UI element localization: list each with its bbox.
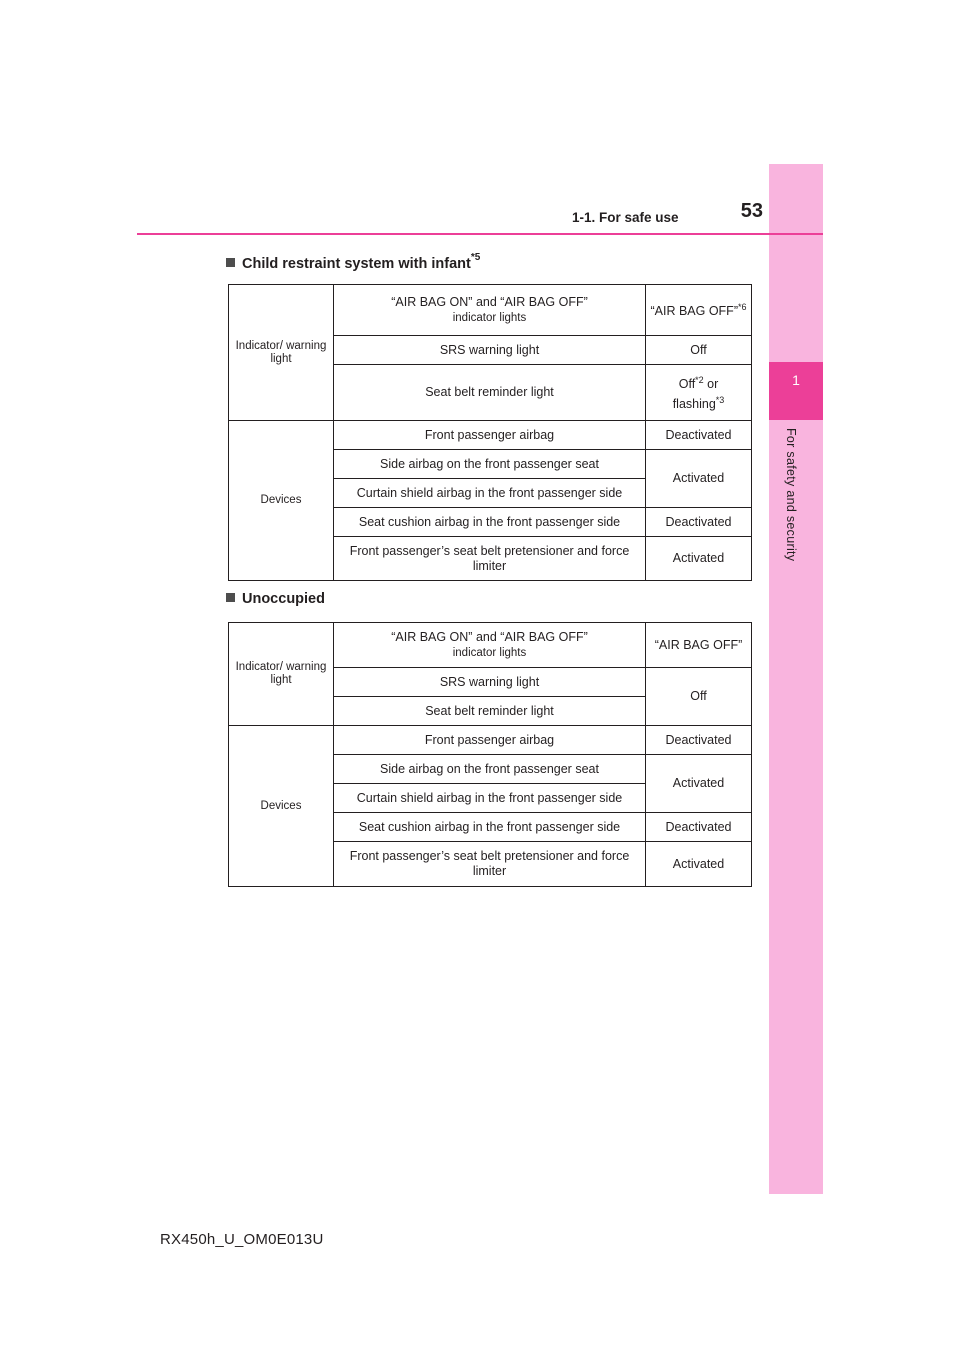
row-value-cushion-airbag: Deactivated <box>646 813 752 842</box>
row-label-srs-light: SRS warning light <box>334 336 646 365</box>
document-code: RX450h_U_OM0E013U <box>160 1231 324 1248</box>
square-bullet-icon <box>226 593 235 602</box>
header-rule <box>137 233 823 235</box>
section-heading-infant: Child restraint system with infant$^{*5}$ <box>226 254 480 272</box>
row-value-airbag-indicators: “AIR BAG OFF”$^{*6}$ <box>646 285 752 336</box>
row-label-front-airbag: Front passenger airbag <box>334 726 646 755</box>
row-label-side-airbag: Side airbag on the front passenger seat <box>334 450 646 479</box>
section-title: 1-1. For safe use <box>572 210 679 225</box>
row-value-pretensioner: Activated <box>646 842 752 887</box>
row-value-side-curtain-airbag: Activated <box>646 450 752 508</box>
row-value-seat-belt-light: Off$^{*2}$ or flashing$^{*3}$ <box>646 365 752 421</box>
row-value-srs-light: Off <box>646 336 752 365</box>
row-label-side-airbag: Side airbag on the front passenger seat <box>334 755 646 784</box>
row-value-front-airbag: Deactivated <box>646 726 752 755</box>
row-label-seat-belt-light: Seat belt reminder light <box>334 365 646 421</box>
row-label-seat-belt-light: Seat belt reminder light <box>334 697 646 726</box>
row-label-front-airbag: Front passenger airbag <box>334 421 646 450</box>
unoccupied-status-table <box>228 622 752 887</box>
row-value-side-curtain-airbag: Activated <box>646 755 752 813</box>
group-label-devices: Devices <box>229 726 334 887</box>
row-value-pretensioner: Activated <box>646 537 752 581</box>
row-label-curtain-airbag: Curtain shield airbag in the front passenger side <box>334 479 646 508</box>
row-value-cushion-airbag: Deactivated <box>646 508 752 537</box>
row-value-front-airbag: Deactivated <box>646 421 752 450</box>
group-label-devices: Devices <box>229 421 334 581</box>
row-value-airbag-indicators: “AIR BAG OFF” <box>646 623 752 668</box>
chapter-number: 1 <box>792 372 800 388</box>
row-label-airbag-indicators: “AIR BAG ON” and “AIR BAG OFF” indicator lights <box>334 285 646 336</box>
row-label-cushion-airbag: Seat cushion airbag in the front passenger side <box>334 508 646 537</box>
page-number: 53 <box>740 200 763 222</box>
footnote-ref: *5 <box>470 252 481 263</box>
group-label-indicator: Indicator/ warning light <box>229 285 334 421</box>
row-label-srs-light: SRS warning light <box>334 668 646 697</box>
row-label-airbag-indicators: “AIR BAG ON” and “AIR BAG OFF” indicator lights <box>334 623 646 668</box>
chapter-title: For safety and security <box>784 428 798 562</box>
group-label-indicator: Indicator/ warning light <box>229 623 334 726</box>
chapter-side-band <box>769 164 823 1194</box>
section-heading-unoccupied: Unoccupied <box>226 591 325 607</box>
row-value-srs-seatbelt-light: Off <box>646 668 752 726</box>
row-label-pretensioner: Front passenger’s seat belt pretensioner and force limiter <box>334 537 646 581</box>
chapter-tab <box>769 362 823 420</box>
row-label-curtain-airbag: Curtain shield airbag in the front passenger side <box>334 784 646 813</box>
row-label-cushion-airbag: Seat cushion airbag in the front passenger side <box>334 813 646 842</box>
row-label-pretensioner: Front passenger’s seat belt pretensioner and force limiter <box>334 842 646 887</box>
square-bullet-icon <box>226 258 235 267</box>
infant-status-table <box>228 284 752 581</box>
